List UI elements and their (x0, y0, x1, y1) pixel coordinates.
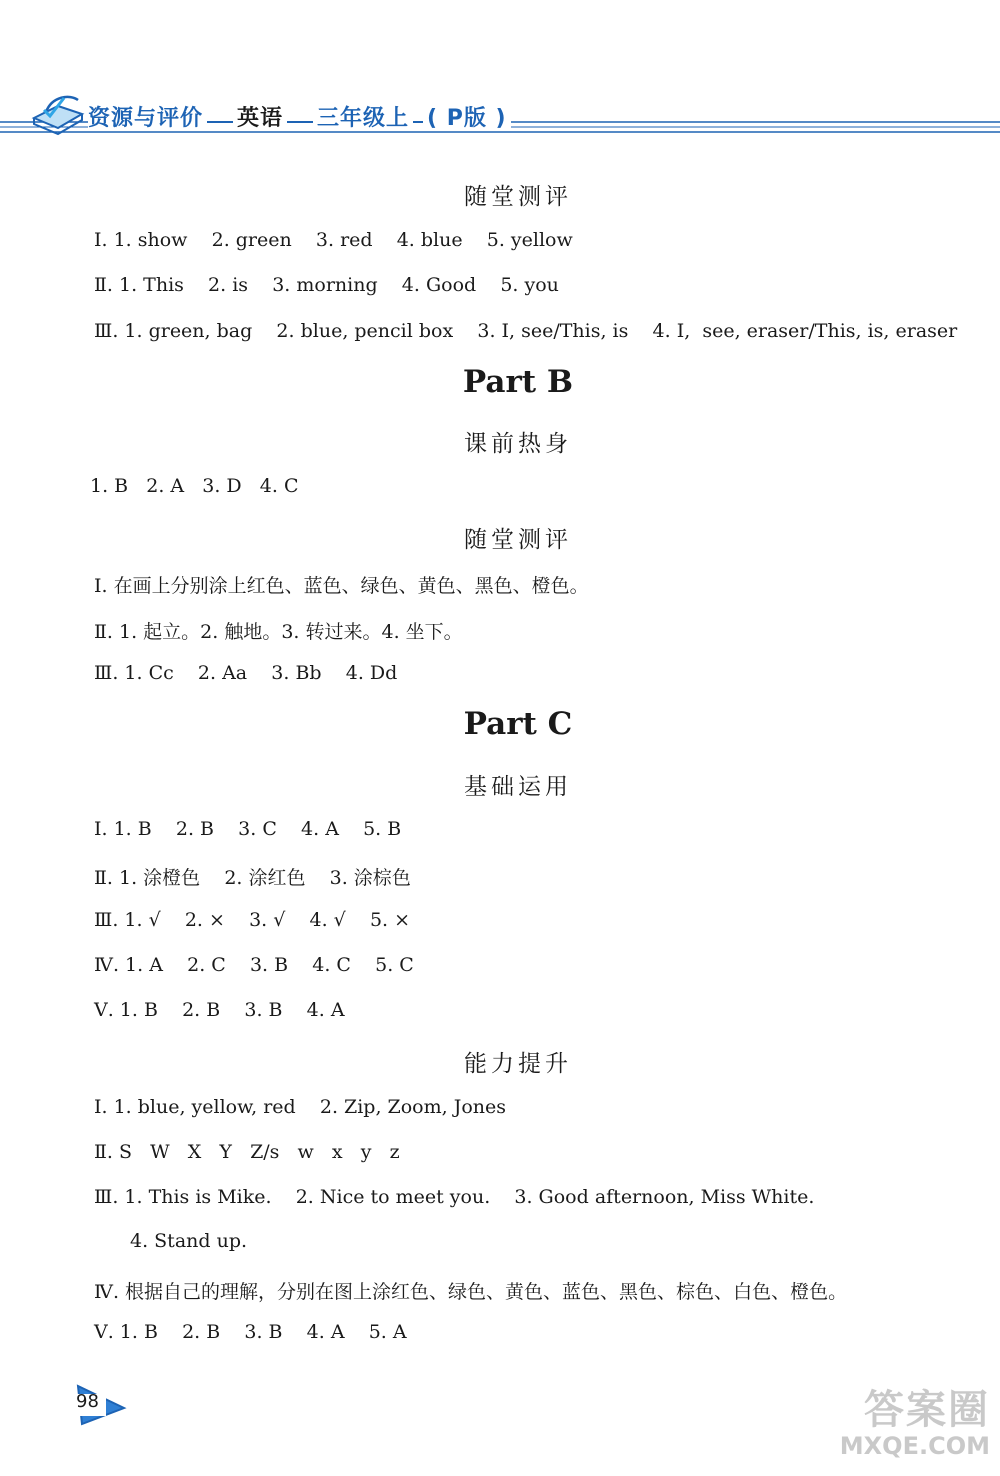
series-name: 资源与评价 (88, 105, 204, 131)
answer-line: Ⅲ. 1. green, bag 2. blue, pencil box 3. I, see/This, is 4. I, see, eraser/This, is, eraser (94, 320, 958, 342)
book-logo-icon (30, 88, 86, 140)
watermark-url: MXQE.COM (839, 1432, 990, 1460)
answer-line: Ⅰ. 1. show 2. green 3. red 4. blue 5. yellow (94, 229, 573, 251)
section-title-basic-use: 基础运用 (464, 774, 572, 800)
answer-line: Ⅰ. 1. blue, yellow, red 2. Zip, Zoom, Jones (94, 1096, 507, 1118)
watermark (840, 1388, 990, 1460)
answer-line: Ⅱ. 1. 涂橙色 2. 涂红色 3. 涂棕色 (94, 867, 411, 889)
answer-line: 1. B 2. A 3. D 4. C (90, 475, 299, 497)
answer-line: Ⅳ. 1. A 2. C 3. B 4. C 5. C (94, 954, 414, 976)
answer-line: Ⅲ. 1. √ 2. × 3. √ 4. √ 5. × (94, 909, 411, 931)
answer-line: Ⅱ. 1. 起立。2. 触地。3. 转过来。4. 坐下。 (94, 621, 463, 643)
grade-name: 三年级上 (317, 105, 410, 131)
section-title-in-class-test-b: 随堂测评 (464, 527, 572, 553)
answer-line: Ⅱ. 1. This 2. is 3. morning 4. Good 5. you (94, 274, 559, 296)
section-title-in-class-test: 随堂测评 (464, 184, 572, 210)
page-number: 98 (76, 1391, 99, 1412)
section-title-ability-improvement: 能力提升 (464, 1051, 572, 1077)
section-title-warm-up: 课前热身 (464, 431, 572, 457)
edition-label: ( P版 ) (427, 105, 507, 131)
answer-line: Ⅰ. 在画上分别涂上红色、蓝色、绿色、黄色、黑色、橙色。 (94, 575, 589, 597)
header-rule-lines (0, 0, 1000, 160)
answer-line: Ⅴ. 1. B 2. B 3. B 4. A 5. A (94, 1321, 407, 1343)
answer-line: Ⅲ. 1. Cc 2. Aa 3. Bb 4. Dd (94, 662, 398, 684)
answer-line: Ⅱ. S W X Y Z/s w x y z (94, 1141, 400, 1163)
subject-name: 英语 (237, 105, 284, 131)
answer-line: Ⅴ. 1. B 2. B 3. B 4. A (94, 999, 345, 1021)
answer-line: Ⅲ. 1. This is Mike. 2. Nice to meet you. 3. Good afternoon, Miss White. (94, 1186, 815, 1208)
title-separator (287, 121, 313, 123)
answer-line: Ⅳ. 根据自己的理解，分别在图上涂红色、绿色、黄色、蓝色、黑色、棕色、白色、橙色。 (94, 1281, 848, 1303)
answer-line: Ⅰ. 1. B 2. B 3. C 4. A 5. B (94, 818, 402, 840)
part-c-heading: Part C (463, 706, 573, 742)
page-header (0, 0, 1000, 160)
answer-line: 4. Stand up. (130, 1230, 248, 1252)
part-b-heading: Part B (462, 364, 574, 400)
title-separator (413, 121, 423, 123)
title-separator (207, 121, 233, 123)
header-title (88, 101, 511, 131)
watermark-cn: 答案圈 (864, 1387, 990, 1433)
